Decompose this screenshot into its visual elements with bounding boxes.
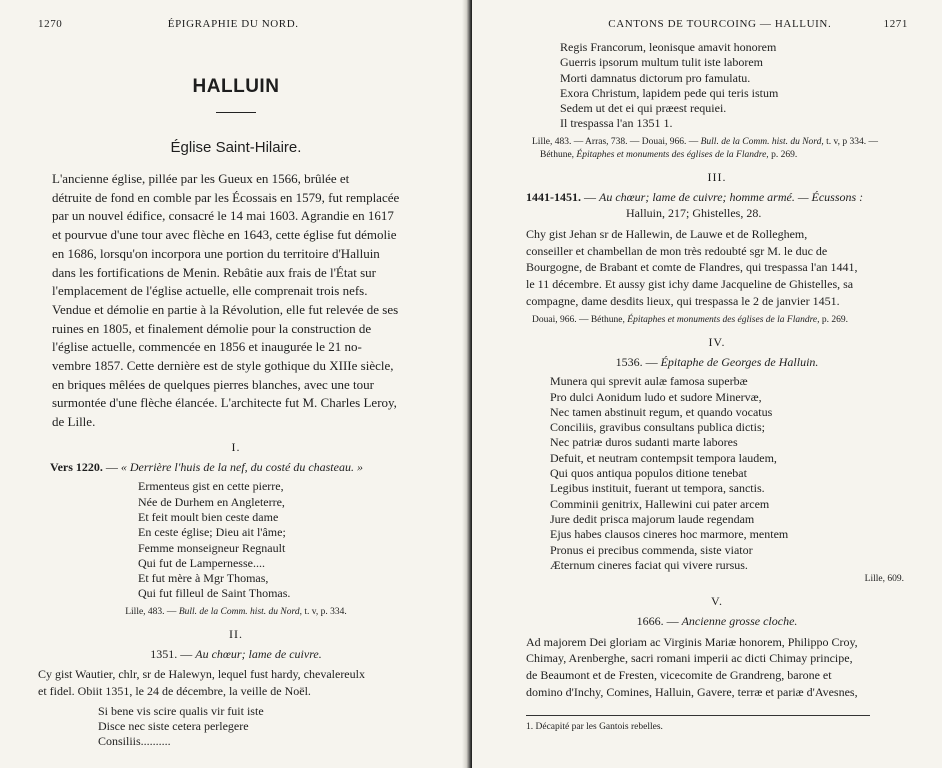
section-5-dash: —: [666, 614, 679, 629]
verse-line: Pronus ei precibus commenda, siste viator: [550, 542, 753, 557]
section-2-text: [38, 666, 434, 700]
cont-source-italic2: Épitaphes et monuments des églises de la Flandre,: [576, 149, 769, 160]
section-3-source-end: p. 269.: [821, 314, 849, 325]
intro-line: vembre 1857. Cette dernière est de style gothique du XIIIe siècle,: [52, 358, 394, 374]
section-1-source-italic: Bull. de la Comm. hist. du Nord,: [178, 606, 302, 617]
verse-line: Si bene vis scire qualis vir fuit iste: [98, 703, 264, 718]
verse-line: Pro dulci Aonidum ludo et sudore Minervæ,: [550, 389, 762, 404]
section-2-numeral: II.: [229, 626, 243, 641]
intro-line: en 1686, lorsqu'on incorpora une portion du territoire d'Halluin: [52, 245, 380, 261]
text-line: Ad majorem Dei gloriam ac Virginis Mariæ honorem, Philippo Croy,: [526, 634, 858, 649]
text-line: Bourgogne, de Brabant et comte de Flandres, qui trespassa l'an 1441,: [526, 260, 858, 275]
verse-line: Disce nec siste cetera perlegere: [98, 719, 249, 734]
section-5-text: [526, 634, 908, 701]
section-4-numeral: IV.: [708, 334, 726, 349]
article-title: HALLUIN: [192, 76, 280, 97]
verse-line: Morti damnatus dictorum pro famulatu.: [560, 70, 751, 85]
intro-line: en briques mêlées de quelques pierres blanches, avec une tour: [52, 376, 374, 392]
verse-line: Ermenteus gist en cette pierre,: [138, 479, 284, 494]
verse-line: Consiliis..........: [98, 734, 171, 749]
cont-source-plain2: t. v, p 334. — Béthune,: [540, 136, 879, 160]
section-1-verse: [38, 479, 434, 601]
verse-line: Femme monseigneur Regnault: [138, 540, 286, 555]
section-4-heading: [526, 354, 908, 371]
section-2-date: 1351.: [150, 646, 178, 661]
text-line: conseiller et chambellan de mon très redoubté sgr M. le duc de: [526, 243, 828, 258]
section-1-desc: « Derrière l'huis de la nef, du costé du chasteau. »: [120, 459, 363, 474]
intro-line: l'église actuelle, commencée en 1856 et inaugurée le 21 no-: [52, 339, 362, 355]
intro-line: l'emplacement de l'église actuelle, elle comprenait trois nefs.: [52, 283, 368, 299]
section-3-source: [526, 314, 908, 327]
cont-source-italic: Bull. de la Comm. hist. du Nord,: [700, 136, 824, 147]
text-line: de Beaumont et de Fresten, vicecomite de Grandreng, barone et: [526, 668, 832, 683]
section-4-dash: —: [645, 354, 658, 369]
section-5-numeral: V.: [710, 594, 724, 609]
text-line: compagne, dame desdits lieux, qui trespassa le 2 de janvier 1451.: [526, 293, 840, 308]
section-3-arms: Halluin, 217; Ghistelles, 28.: [626, 206, 762, 221]
section-3-desc: Au chœur; lame de cuivre; homme armé.: [599, 189, 795, 204]
section-2-verse: [38, 704, 434, 750]
text-line: et fidel. Obiit 1351, le 24 de décembre, la veille de Noël.: [38, 684, 311, 699]
cont-source-plain: Lille, 483. — Arras, 738. — Douai, 966. —: [532, 136, 699, 147]
verse-line: Comminii genitrix, Hallewini cui pater arcem: [550, 496, 770, 511]
intro-paragraph: [38, 170, 434, 432]
verse-line: Conciliis, gravibus consultans publica dictis;: [550, 420, 765, 435]
text-line: Cy gist Wautier, chlr, sr de Halewyn, lequel fust hardy, chevalereulx: [38, 667, 365, 682]
left-running-title: ÉPIGRAPHIE DU NORD.: [167, 18, 299, 30]
verse-line: Qui fut de Lampernesse....: [138, 555, 265, 570]
left-page: [0, 0, 470, 768]
verse-line: Regis Francorum, leonisque amavit honorem: [560, 40, 777, 54]
section-3-source-italic: Épitaphes et monuments des églises de la Flandre,: [627, 314, 820, 325]
section-3-dash: —: [584, 189, 596, 204]
right-running-head: [526, 18, 908, 30]
right-page-number: 1271: [883, 18, 908, 30]
verse-line: En ceste église; Dieu ait l'âme;: [138, 525, 286, 540]
section-2-heading: [38, 646, 434, 663]
verse-line: Jure dedit prisca majorum laude regendam: [550, 511, 755, 526]
section-3-date: 1441-1451.: [526, 189, 581, 204]
left-page-number: 1270: [38, 18, 63, 30]
section-5-date: 1666.: [636, 614, 664, 629]
section-5-desc: Ancienne grosse cloche.: [681, 614, 798, 629]
intro-line: détruite de fond en comble par les Écossais en 1579, fut remplacée: [52, 189, 400, 205]
verse-line: Nec patriæ duros sudanti marte labores: [550, 435, 738, 450]
continued-source: [526, 136, 908, 162]
section-5-heading: [526, 613, 908, 630]
right-running-title: CANTONS DE TOURCOING — HALLUIN.: [608, 18, 832, 30]
verse-line: Munera qui sprevit aulæ famosa superbæ: [550, 374, 748, 389]
section-3-desc2: — Écussons :: [797, 189, 864, 204]
section-2-desc: Au chœur; lame de cuivre.: [195, 646, 322, 661]
section-1-numeral: I.: [231, 439, 241, 454]
title-rule: [216, 112, 256, 113]
text-line: Chy gist Jehan sr de Hallewin, de Lauwe et de Rolleghem,: [526, 226, 808, 241]
intro-line: L'ancienne église, pillée par les Gueux en 1566, brûlée et: [52, 171, 350, 186]
section-3-heading: [526, 189, 908, 222]
intro-line: et pourvue d'une tour avec flèche en 1643, cette église fut démolie: [52, 227, 397, 243]
section-4-verse: [526, 374, 908, 573]
intro-line: par un nouvel édifice, consacré le 14 mai 1603. Agrandie en 1617: [52, 208, 394, 224]
section-1-date: Vers 1220.: [50, 459, 103, 474]
intro-line: dans les fortifications de Menin. Rebâtie aux frais de l'État sur: [52, 264, 376, 280]
continued-verse: [526, 40, 908, 132]
verse-line: Ejus habes clausos cineres hoc marmore, mentem: [550, 527, 789, 542]
section-1-source-end: t. v, p. 334.: [304, 606, 347, 617]
verse-line: Guerris ipsorum multum tulit iste laborem: [560, 55, 763, 70]
section-4-date: 1536.: [615, 354, 643, 369]
text-line: domino d'Inchy, Comines, Halluin, Gavere, terræ et pariæ d'Avesnes,: [526, 685, 858, 700]
section-1-source: [38, 606, 434, 619]
intro-line: Vendue et démolie en partie à la Révolution, elle fut relevée de ses: [52, 301, 399, 317]
text-line: Chimay, Arenberghe, sacri romani imperii ac dicti Chimay principe,: [526, 651, 853, 666]
section-2-dash: —: [180, 646, 193, 661]
verse-line: Il trespassa l'an 1351 1.: [560, 116, 673, 131]
intro-line: ruines en 1805, et finalement démolie pour la construction de: [52, 320, 372, 336]
verse-line: Legibus instituit, fuerant ut tempora, sanctis.: [550, 481, 765, 496]
section-4-desc: Épitaphe de Georges de Halluin.: [660, 354, 819, 369]
left-running-head: [38, 18, 434, 30]
text-line: le 11 décembre. Et aussy gist ichy dame Jacqueline de Ghistelles, sa: [526, 277, 854, 292]
verse-line: Née de Durhem en Angleterre,: [138, 494, 285, 509]
verse-line: Æternum cineres faciat qui vivere rursus.: [550, 557, 748, 572]
verse-line: Et feit moult bien ceste dame: [138, 509, 279, 524]
intro-line: de Lille.: [52, 414, 96, 430]
verse-line: Sedem ut det ei qui præest requiei.: [560, 101, 727, 116]
footnote: 1. Décapité par les Gantois rebelles.: [526, 721, 663, 732]
verse-line: Exora Christum, lapidem pede qui teris istum: [560, 85, 779, 100]
section-3-numeral: III.: [707, 169, 727, 184]
section-3-source-plain: Douai, 966. — Béthune,: [532, 314, 625, 325]
article-subtitle: Église Saint-Hilaire.: [170, 139, 302, 156]
intro-line: surmontée d'une flèche élancée. L'architecte fut M. Charles Leroy,: [52, 395, 397, 411]
verse-line: Et fut mère à Mgr Thomas,: [138, 571, 269, 586]
section-4-source: Lille, 609.: [864, 574, 904, 585]
section-1-dash: —: [105, 459, 118, 474]
section-1-source-plain: Lille, 483. —: [125, 606, 177, 617]
verse-line: Qui quos antiqua populos ditione tenebat: [550, 466, 747, 481]
section-3-text: [526, 226, 908, 310]
section-1-heading: [38, 459, 434, 476]
verse-line: Qui fut filleul de Saint Thomas.: [138, 586, 291, 601]
verse-line: Defuit, et neutram contempsit tempora laudem,: [550, 450, 777, 465]
cont-source-end: p. 269.: [771, 149, 798, 160]
footnote-rule: [526, 715, 870, 716]
verse-line: Nec tamen abstinuit regum, et quando vocatus: [550, 404, 773, 419]
right-page: [472, 0, 942, 768]
